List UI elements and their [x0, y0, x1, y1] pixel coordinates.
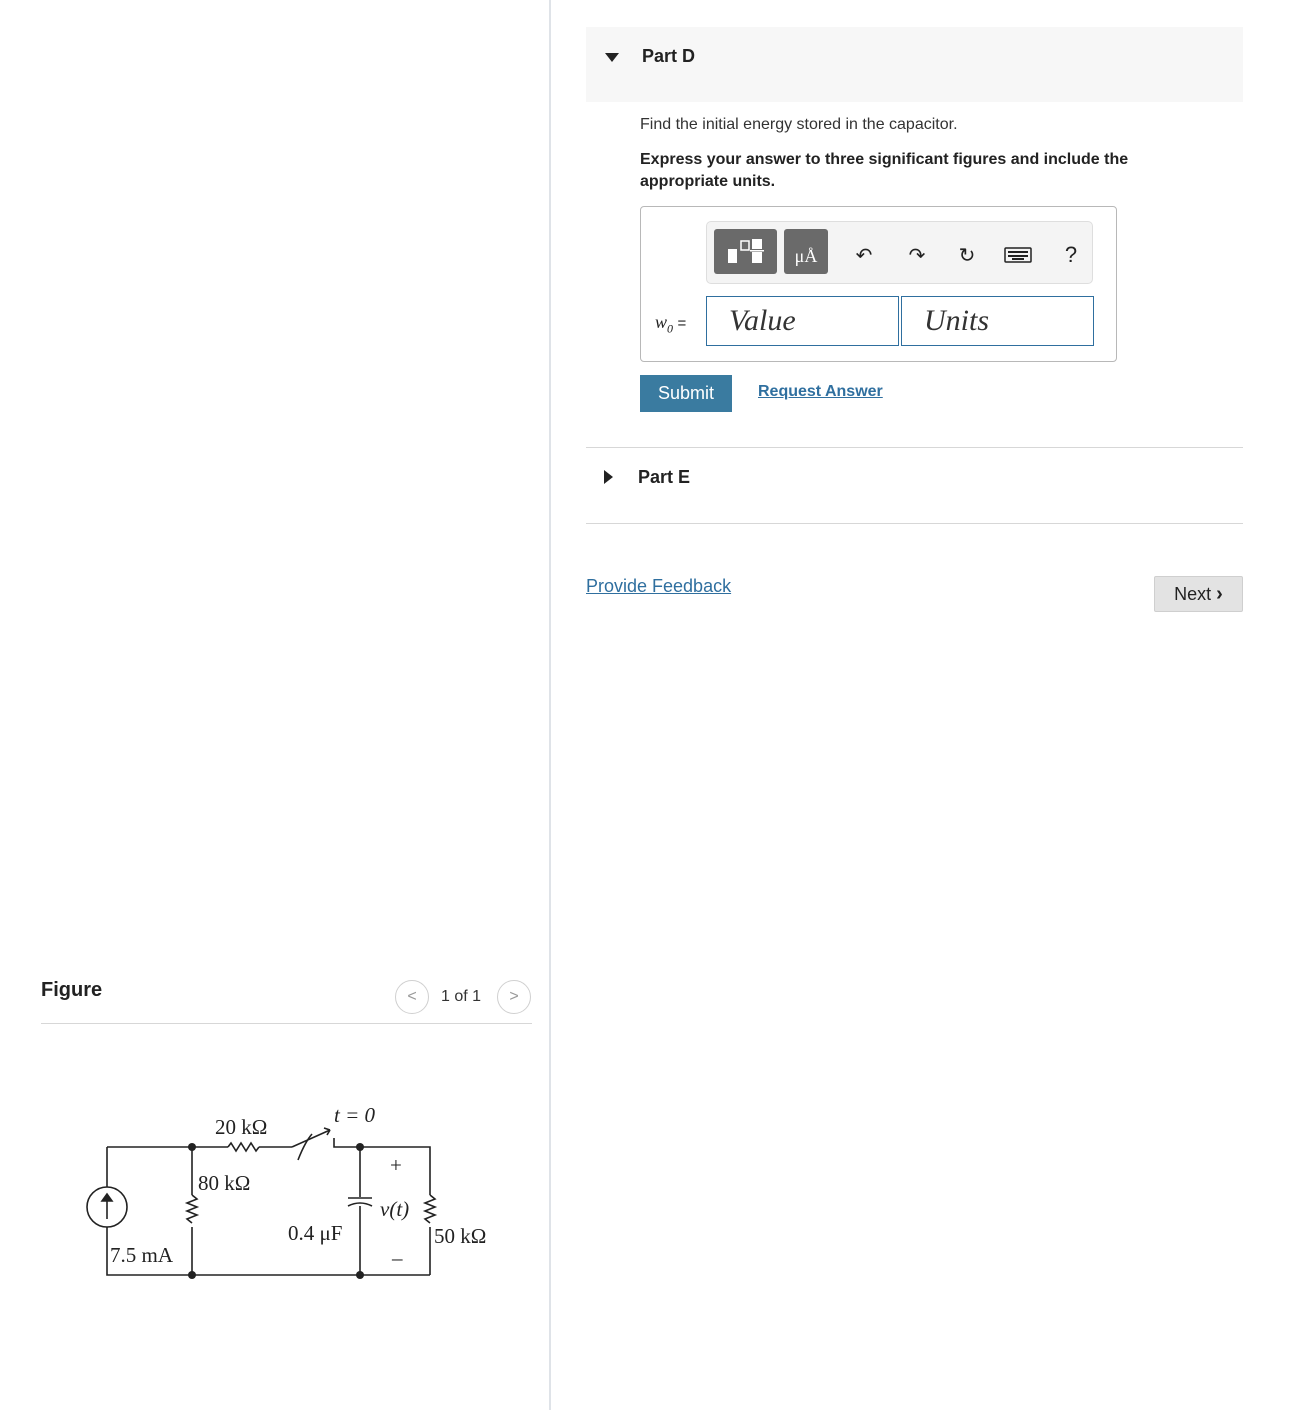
resistor-80k-label: 80 kΩ: [198, 1171, 251, 1195]
submit-button[interactable]: Submit: [640, 375, 732, 412]
equals-sign: =: [677, 315, 687, 332]
resistor-50k-label: 50 kΩ: [434, 1224, 487, 1248]
variable-symbol: w: [655, 312, 668, 332]
math-toolbar: [706, 221, 1093, 284]
help-icon[interactable]: ?: [1064, 242, 1078, 267]
switch-blade: [292, 1130, 330, 1147]
column-divider: [549, 0, 551, 1410]
node: [356, 1143, 364, 1151]
source-label: 7.5 mA: [110, 1243, 173, 1267]
capacitor-label: 0.4 μF: [288, 1221, 343, 1245]
undo-icon[interactable]: ↶: [855, 244, 873, 267]
capacitor-plate-bottom: [348, 1203, 372, 1206]
caret-right-icon: [604, 470, 613, 484]
units-input[interactable]: [901, 296, 1094, 346]
chevron-right-icon: ›: [1216, 582, 1223, 605]
figure-pager-label: 1 of 1: [441, 988, 482, 1005]
node: [356, 1271, 364, 1279]
next-figure-button[interactable]: >: [497, 980, 531, 1014]
resistor-50k: [425, 1195, 435, 1223]
separator: [586, 447, 1243, 448]
resistor-80k: [187, 1195, 197, 1223]
figure-title: Figure: [41, 979, 103, 1001]
part-e-header[interactable]: Part E: [638, 467, 691, 487]
templates-icon: [714, 229, 777, 274]
provide-feedback-link[interactable]: Provide Feedback: [586, 576, 732, 596]
resistor-20k: [228, 1143, 259, 1151]
figure-header: [41, 975, 532, 1024]
node: [188, 1143, 196, 1151]
separator: [586, 523, 1243, 524]
voltage-plus: +: [390, 1153, 402, 1177]
node: [188, 1271, 196, 1279]
units-button-label: μÅ: [794, 246, 818, 266]
next-button-label: Next: [1174, 583, 1212, 604]
templates-button[interactable]: [714, 229, 777, 274]
instruction-text: Express your answer to three significant figures and include the appropriate units.: [640, 151, 1129, 190]
redo-icon[interactable]: ↷: [908, 244, 926, 267]
circuit-diagram: [60, 1090, 520, 1300]
units-button[interactable]: [784, 229, 828, 274]
request-answer-link[interactable]: Request Answer: [758, 383, 883, 400]
caret-down-icon: [605, 53, 619, 62]
value-input[interactable]: [706, 296, 899, 346]
keyboard-icon[interactable]: [1003, 240, 1033, 270]
previous-figure-button[interactable]: <: [395, 980, 429, 1014]
voltage-label: v(t): [380, 1197, 410, 1221]
reset-icon[interactable]: ↻: [958, 244, 976, 267]
question-text: Find the initial energy stored in the capacitor.: [640, 116, 958, 133]
part-d-header[interactable]: [586, 27, 1243, 102]
voltage-minus: –: [392, 1246, 403, 1270]
next-button[interactable]: [1154, 576, 1243, 612]
switch-time-label: t = 0: [334, 1103, 376, 1127]
variable-label: [655, 312, 686, 337]
variable-subscript: 0: [667, 321, 674, 336]
part-d-title: Part D: [642, 46, 696, 66]
resistor-20k-label: 20 kΩ: [215, 1115, 268, 1139]
answer-box: [640, 206, 1117, 362]
